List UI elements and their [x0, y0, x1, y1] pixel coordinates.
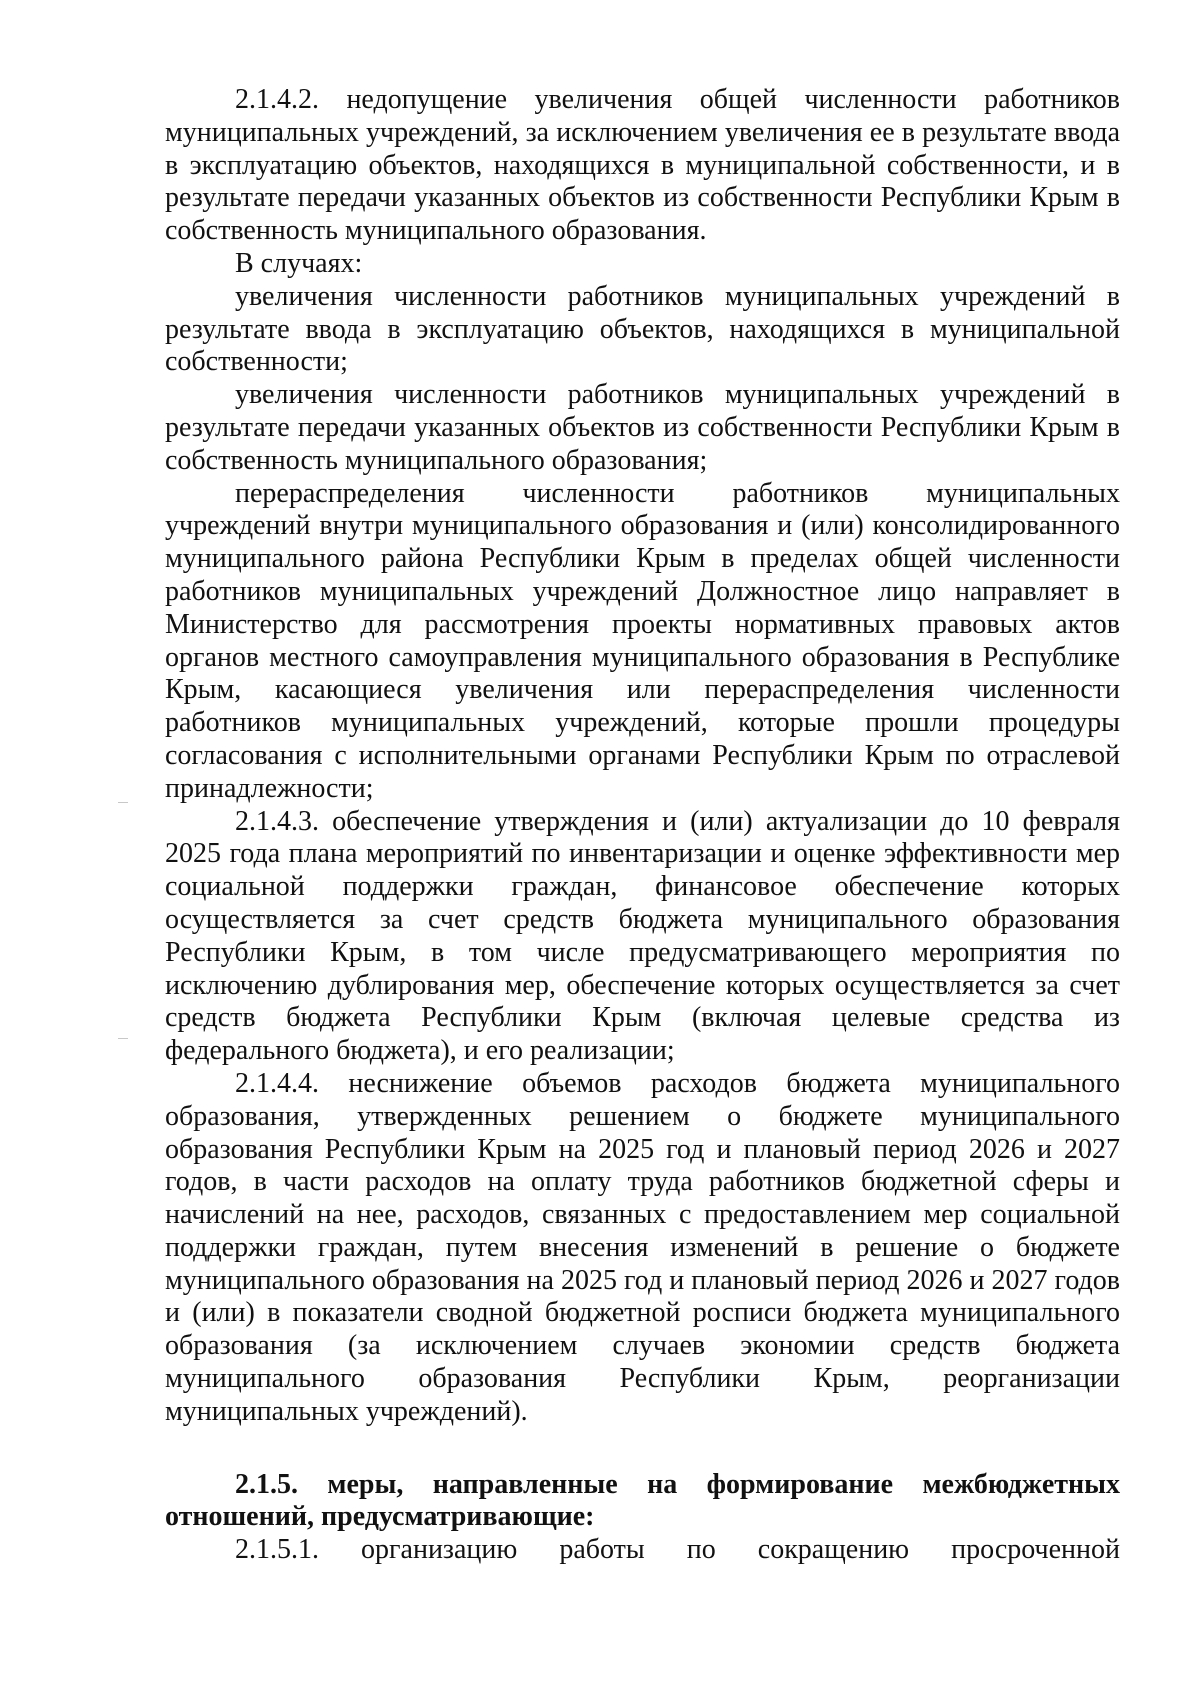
paragraph-case-transfer: увеличения численности работников муниципальных учреждений в результате передачи указанных объектов из собственности Республики Крым в собственность муниципального образования;	[165, 379, 1120, 476]
paragraph-case-commissioning: увеличения численности работников муниципальных учреждений в результате ввода в эксплуатацию объектов, находящихся в муниципальной собственности;	[165, 280, 1120, 378]
paragraph-cases-intro: В случаях:	[235, 247, 363, 279]
paragraph-2-1-5-1: 2.1.5.1. организацию работы по сокращению просроченной	[235, 1534, 1120, 1566]
margin-mark	[118, 802, 128, 803]
section-heading-2-1-5: 2.1.5. меры, направленные на формирование межбюджетных отношений, предусматривающие:	[165, 1468, 1120, 1533]
paragraph-2-1-4-4: 2.1.4.4. неснижение объемов расходов бюджета муниципального образования, утвержденных решением о бюджете муниципального образования Республики Крым на 2025 год и плановый период 2026 и 2027 годов, в части расходов на оплату труда работников бюджетной сферы и начислений на нее, расходов, связанных с предоставлением мер социальной поддержки граждан, путем внесения изменений в решение о бюджете муниципального образования на 2025 год и плановый период 2026 и 2027 годов и (или) в показатели сводной бюджетной росписи бюджета муниципального образования (за исключением случаев экономии средств бюджета муниципального образования Республики Крым, реорганизации муниципальных учреждений).	[165, 1067, 1120, 1427]
margin-mark	[118, 1038, 128, 1039]
paragraph-2-1-4-3: 2.1.4.3. обеспечение утверждения и (или) актуализации до 10 февраля 2025 года плана мероприятий по инвентаризации и оценке эффективности мер социальной поддержки граждан, финансовое обеспечение которых осуществляется за счет средств бюджета муниципального образования Республики Крым, в том числе предусматривающего мероприятия по исключению дублирования мер, обеспечение которых осуществляется за счет средств бюджета Республики Крым (включая целевые средства из федерального бюджета), и его реализации;	[165, 805, 1120, 1067]
paragraph-case-redistribution: перераспределения численности работников муниципальных учреждений внутри муниципального образования и (или) консолидированного муниципального района Республики Крым в пределах общей численности работников муниципальных учреждений Должностное лицо направляет в Министерство для рассмотрения проекты нормативных правовых актов органов местного самоуправления муниципального образования в Республике Крым, касающиеся увеличения или перераспределения численности работников муниципальных учреждений, которые прошли процедуры согласования с исполнительными органами Республики Крым по отраслевой принадлежности;	[165, 477, 1120, 804]
document-page	[165, 84, 1120, 1567]
paragraph-2-1-4-2: 2.1.4.2. недопущение увеличения общей численности работников муниципальных учреждений, за исключением увеличения ее в результате ввода в эксплуатацию объектов, находящихся в муниципальной собственности, и в результате передачи указанных объектов из собственности Республики Крым в собственность муниципального образования.	[165, 84, 1120, 247]
section-spacer	[165, 1429, 1120, 1469]
